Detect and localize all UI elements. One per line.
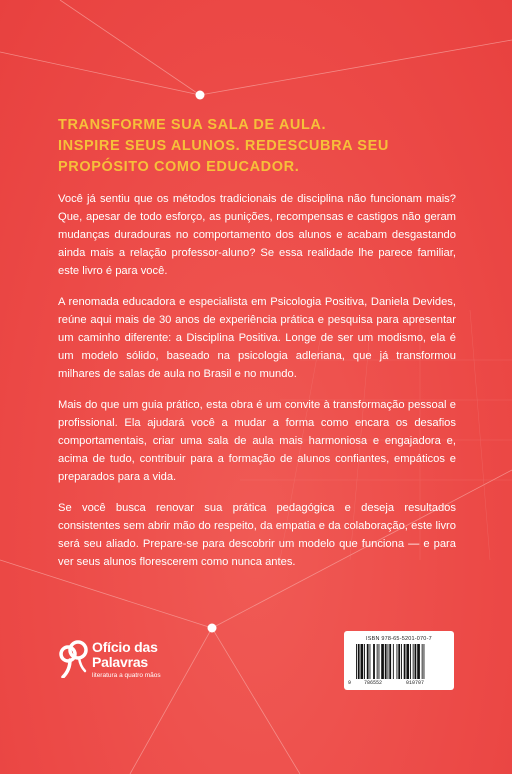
- barcode-digit-first: 9: [348, 680, 352, 686]
- publisher-name-line1: Ofício das: [92, 639, 158, 655]
- publisher-name: [92, 640, 158, 670]
- synopsis: [58, 190, 456, 584]
- barcode-digits-left: 786552: [364, 680, 383, 686]
- synopsis-paragraph: Mais do que um guia prático, esta obra é um convite à transformação pessoal e profissional. Ela ajudará você a mudar a forma como encara os desafios comportamentais, criar uma sala de aula mais harmoniosa e engajadora e, acima de tudo, contribuir para a formação de alunos confiantes, empáticos e preparados para a vida.: [58, 399, 456, 483]
- isbn-barcode: [344, 631, 454, 690]
- barcode-bars: [356, 644, 444, 679]
- synopsis-paragraph: A renomada educadora e especialista em Psicologia Positiva, Daniela Devides, reúne aqui mais de 30 anos de experiência prática e pesquisa para apresentar um caminho diferente: a Disciplina Positiva. Longe de ser um modismo, ela é um modelo sólido, baseado na psicologia adleriana, que já transformou milhares de salas de aula no Brasil e no mundo.: [58, 296, 456, 380]
- headline-line: TRANSFORME SUA SALA DE AULA.: [58, 117, 327, 133]
- synopsis-paragraph: Se você busca renovar sua prática pedagógica e deseja resultados consistentes sem abrir mão do respeito, da empatia e da colaboração, este livro será seu aliado. Prepare-se para descobrir um modelo que funciona — e para ver seus alunos florescerem como nunca antes.: [58, 502, 456, 568]
- network-node-top: [196, 91, 205, 100]
- barcode-digits-right: 010707: [406, 680, 425, 686]
- publisher-name-line2: Palavras: [92, 654, 149, 670]
- headline-line: INSPIRE SEUS ALUNOS. REDESCUBRA SEU: [58, 138, 389, 154]
- publisher-mark-icon: [58, 636, 90, 678]
- headline: [58, 115, 458, 178]
- headline-line: PROPÓSITO COMO EDUCADOR.: [58, 159, 300, 175]
- network-node-bottom: [208, 624, 217, 633]
- synopsis-paragraph: Você já sentiu que os métodos tradicionais de disciplina não funcionam mais? Que, apesar de todo esforço, as punições, recompensas e castigos não geram mudanças duradouras no comportamento dos alunos e acabam desgastando ainda mais a relação professor-aluno? Se essa realidade lhe parece familiar, este livro é para você.: [58, 193, 456, 277]
- publisher-tagline: literatura a quatro mãos: [92, 672, 161, 679]
- publisher-logo: [58, 636, 208, 686]
- isbn-number: ISBN 978-65-5201-070-7: [366, 636, 432, 642]
